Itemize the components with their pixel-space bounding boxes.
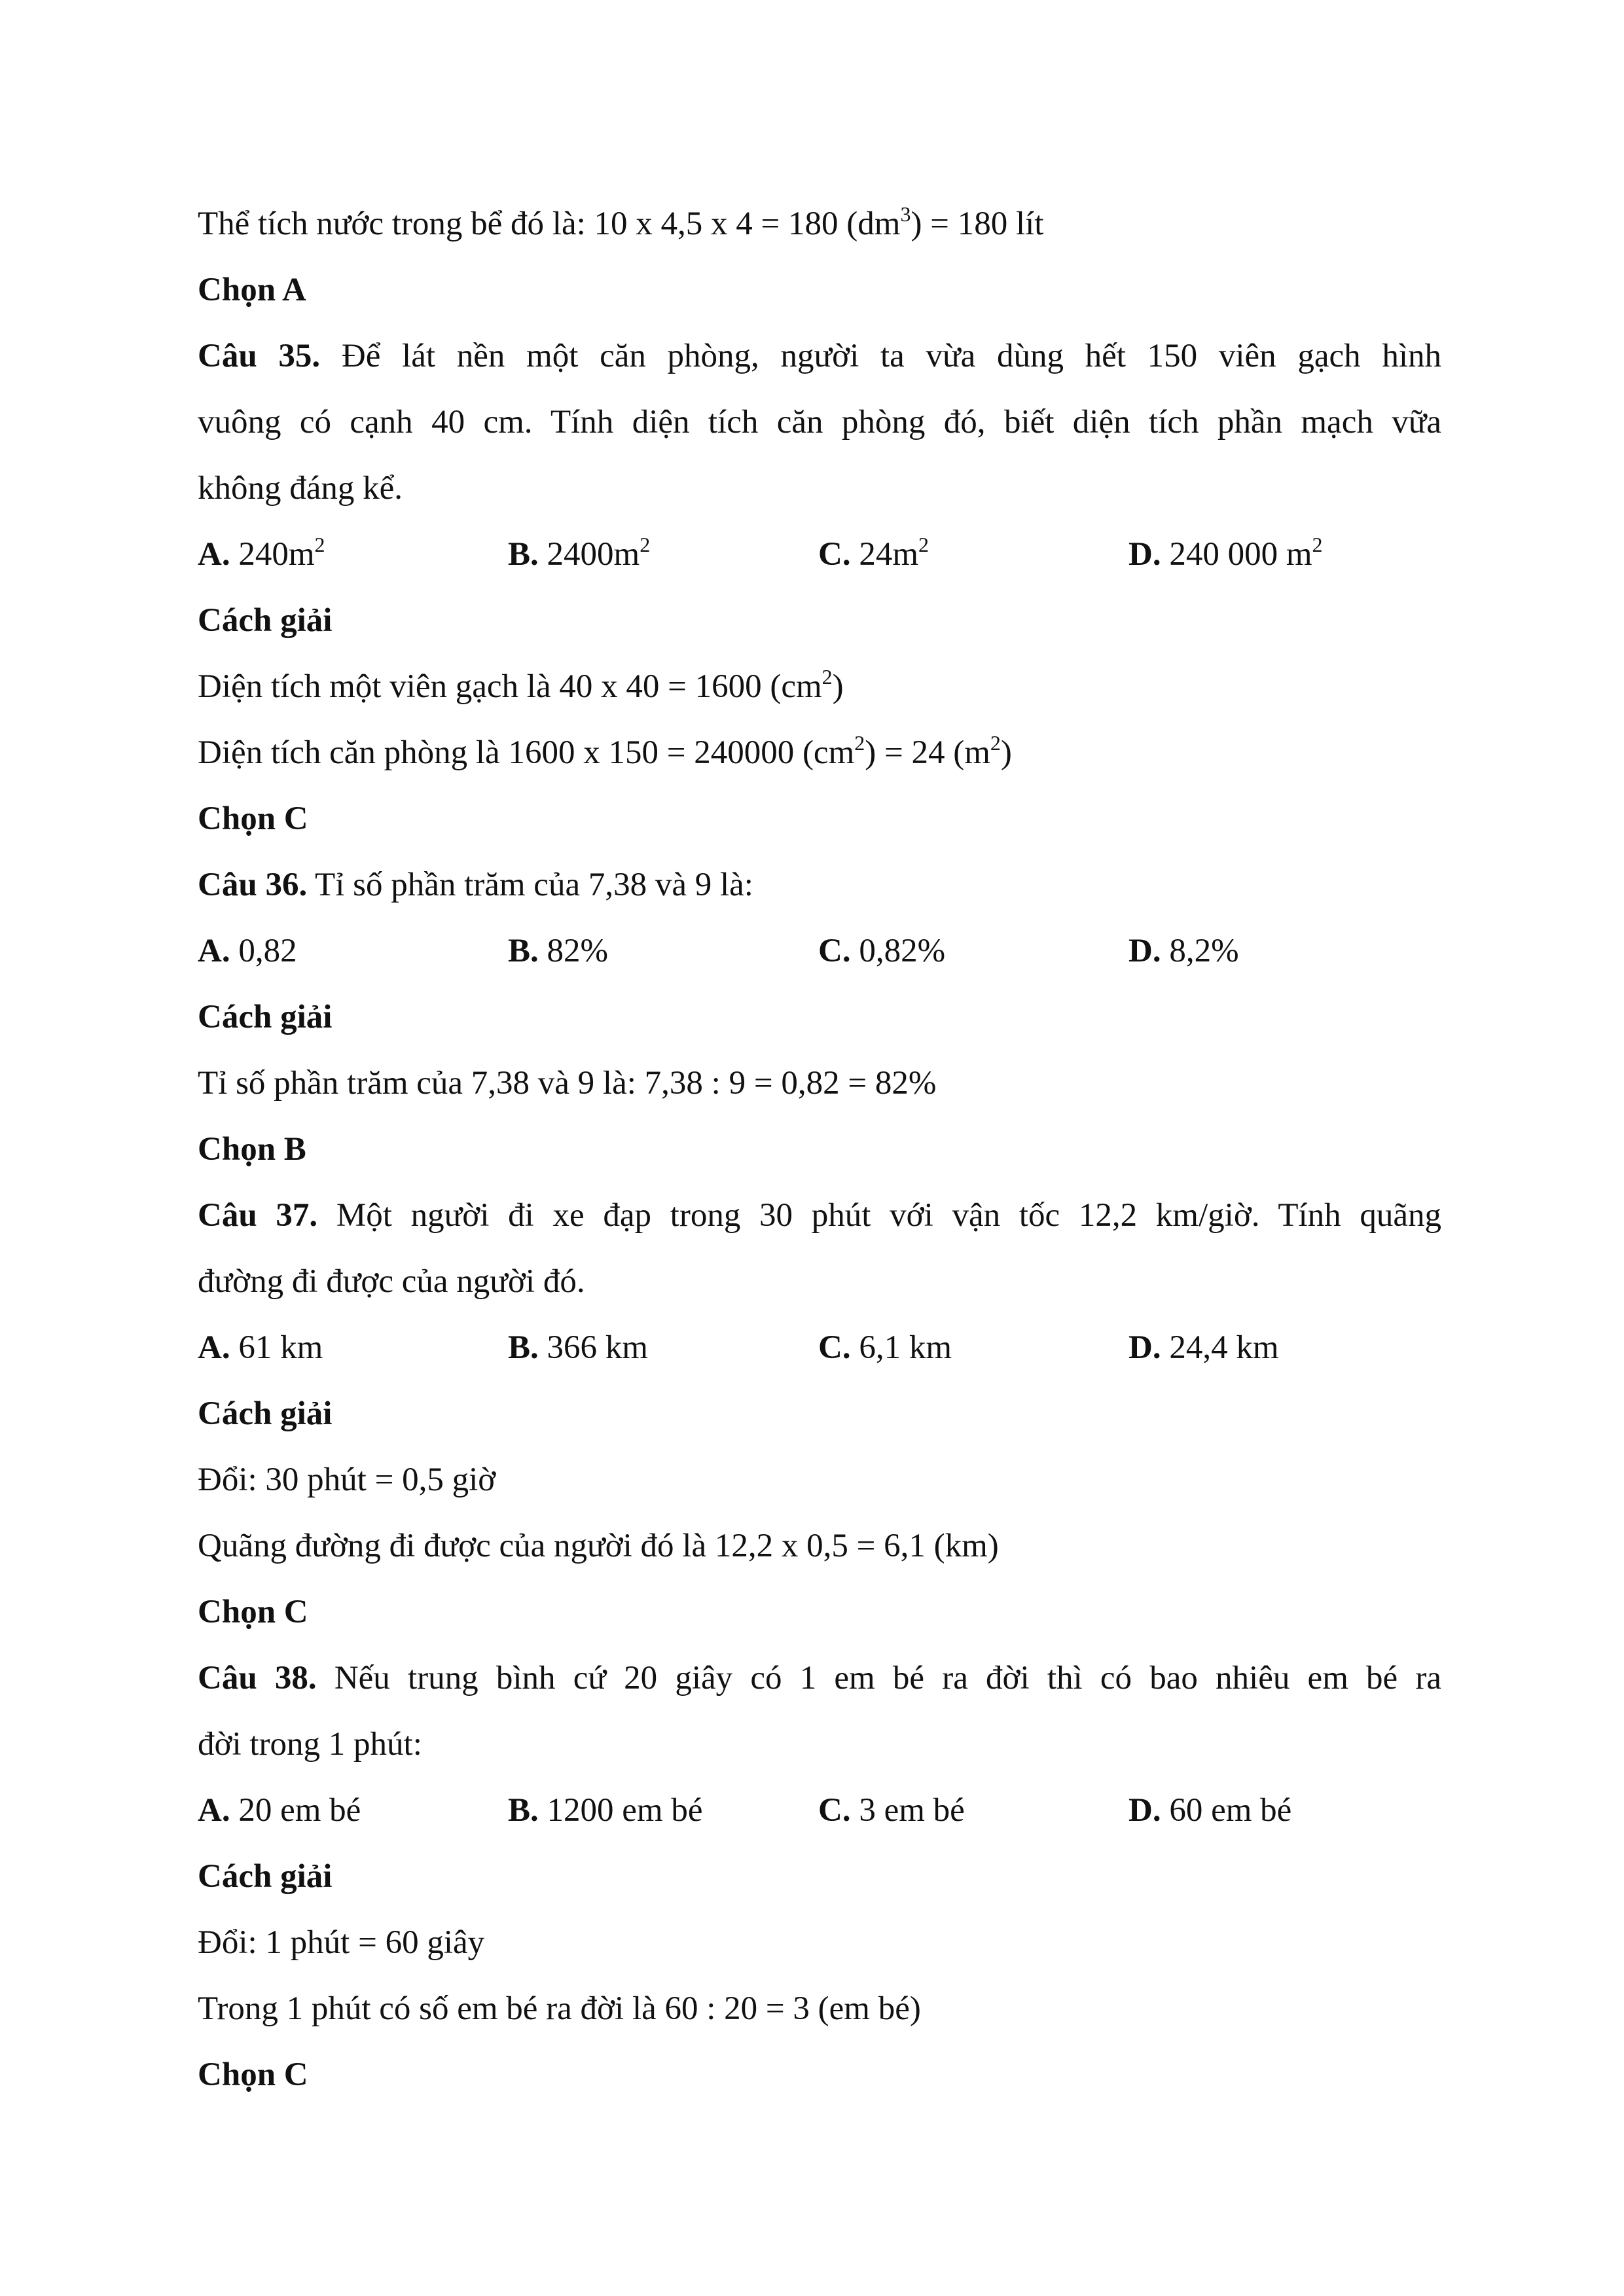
solution-line: Tỉ số phần trăm của 7,38 và 9 là: 7,38 : 9 = 0,82 = 82% — [198, 1065, 937, 1102]
option-value: 60 em bé — [1169, 1792, 1292, 1829]
question-35 — [198, 323, 1441, 389]
option-value: 3 em bé — [859, 1792, 965, 1829]
question-text: Tỉ số phần trăm của 7,38 và 9 là: — [315, 867, 753, 903]
intro-text-end: ) = 180 lít — [911, 206, 1044, 242]
option-value: 366 km — [547, 1329, 648, 1366]
solution-line — [198, 654, 1441, 720]
superscript: 2 — [821, 665, 833, 689]
option-value: 20 em bé — [238, 1792, 361, 1829]
option-letter: C. — [818, 536, 851, 573]
document-page — [198, 191, 1441, 2108]
question-36 — [198, 852, 1441, 918]
solution-text: Diện tích căn phòng là 1600 x 150 = 240000 (cm — [198, 734, 855, 771]
answer-choice: Chọn C — [198, 800, 308, 837]
superscript: 2 — [854, 731, 865, 755]
option-letter: A. — [198, 933, 230, 969]
solution-heading: Cách giải — [198, 1395, 333, 1432]
answer-options — [198, 918, 1441, 984]
option-value: 8,2% — [1169, 933, 1239, 969]
option-letter: D. — [1128, 1329, 1161, 1366]
solution-text-end: ) — [1000, 734, 1012, 771]
option-letter: C. — [818, 1792, 851, 1829]
superscript: 2 — [314, 533, 325, 556]
question-text-line: không đáng kể. — [198, 470, 403, 507]
solution-line: Đổi: 1 phút = 60 giây — [198, 1924, 485, 1961]
question-text-line: vuông có cạnh 40 cm. Tính diện tích căn phòng đó, biết diện tích phần mạch vữa — [198, 404, 1441, 440]
answer-options — [198, 1778, 1441, 1844]
option-letter: B. — [508, 1329, 539, 1366]
answer-choice: Chọn A — [198, 272, 306, 308]
option-letter: B. — [508, 536, 539, 573]
solution-line — [198, 720, 1441, 786]
option-a — [198, 918, 508, 984]
option-c — [818, 522, 1128, 588]
question-label: Câu 35. — [198, 338, 321, 374]
question-38 — [198, 1645, 1441, 1712]
option-value: 0,82% — [859, 933, 946, 969]
option-a — [198, 1315, 508, 1381]
solution-line: Trong 1 phút có số em bé ra đời là 60 : 20 = 3 (em bé) — [198, 1990, 921, 2027]
option-letter: A. — [198, 1329, 230, 1366]
option-d — [1128, 1315, 1439, 1381]
answer-choice: Chọn B — [198, 1131, 306, 1168]
superscript: 3 — [900, 202, 911, 226]
option-b — [508, 522, 818, 588]
option-letter: D. — [1128, 933, 1161, 969]
question-label: Câu 38. — [198, 1660, 317, 1696]
solution-line: Đổi: 30 phút = 0,5 giờ — [198, 1462, 496, 1498]
option-value: 24,4 km — [1169, 1329, 1279, 1366]
option-a — [198, 1778, 508, 1844]
option-b — [508, 1315, 818, 1381]
solution-text: Diện tích một viên gạch là 40 x 40 = 1600 (cm — [198, 668, 822, 705]
option-a — [198, 522, 508, 588]
option-letter: A. — [198, 536, 230, 573]
superscript: 2 — [990, 731, 1001, 755]
option-value: 1200 em bé — [547, 1792, 703, 1829]
option-b — [508, 1778, 818, 1844]
question-37 — [198, 1183, 1441, 1249]
superscript: 2 — [640, 533, 651, 556]
option-value: 61 km — [238, 1329, 323, 1366]
option-c — [818, 918, 1128, 984]
question-text-line: đời trong 1 phút: — [198, 1726, 422, 1763]
superscript: 2 — [918, 533, 929, 556]
option-letter: B. — [508, 1792, 539, 1829]
option-value: 240m — [238, 536, 315, 573]
solution-text-mid: ) = 24 (m — [865, 734, 990, 771]
option-c — [818, 1778, 1128, 1844]
option-d — [1128, 918, 1439, 984]
option-letter: C. — [818, 1329, 851, 1366]
option-value: 0,82 — [238, 933, 297, 969]
option-b — [508, 918, 818, 984]
answer-options — [198, 522, 1441, 588]
solution-heading: Cách giải — [198, 999, 333, 1035]
option-value: 240 000 m — [1169, 536, 1312, 573]
option-c — [818, 1315, 1128, 1381]
solution-line: Quãng đường đi được của người đó là 12,2 x 0,5 = 6,1 (km) — [198, 1528, 999, 1564]
question-text: Một người đi xe đạp trong 30 phút với vận tốc 12,2 km/giờ. Tính quãng — [336, 1197, 1441, 1234]
solution-text-end: ) — [832, 668, 844, 705]
option-value: 82% — [547, 933, 609, 969]
option-d — [1128, 1778, 1439, 1844]
superscript: 2 — [1312, 533, 1323, 556]
question-label: Câu 36. — [198, 867, 308, 903]
option-letter: A. — [198, 1792, 230, 1829]
option-value: 6,1 km — [859, 1329, 952, 1366]
option-value: 2400m — [547, 536, 640, 573]
question-text: Để lát nền một căn phòng, người ta vừa dùng hết 150 viên gạch hình — [341, 338, 1442, 374]
solution-heading: Cách giải — [198, 602, 333, 639]
option-d — [1128, 522, 1439, 588]
option-letter: C. — [818, 933, 851, 969]
answer-options — [198, 1315, 1441, 1381]
question-label: Câu 37. — [198, 1197, 318, 1234]
answer-choice: Chọn C — [198, 1594, 308, 1630]
intro-calculation — [198, 191, 1441, 257]
question-text: Nếu trung bình cứ 20 giây có 1 em bé ra đời thì có bao nhiêu em bé ra — [334, 1660, 1442, 1696]
intro-text: Thể tích nước trong bể đó là: 10 x 4,5 x 4 = 180 (dm — [198, 206, 901, 242]
option-letter: B. — [508, 933, 539, 969]
answer-choice: Chọn C — [198, 2056, 308, 2093]
option-value: 24m — [859, 536, 919, 573]
option-letter: D. — [1128, 536, 1161, 573]
option-letter: D. — [1128, 1792, 1161, 1829]
question-text-line: đường đi được của người đó. — [198, 1263, 585, 1300]
solution-heading: Cách giải — [198, 1858, 333, 1895]
